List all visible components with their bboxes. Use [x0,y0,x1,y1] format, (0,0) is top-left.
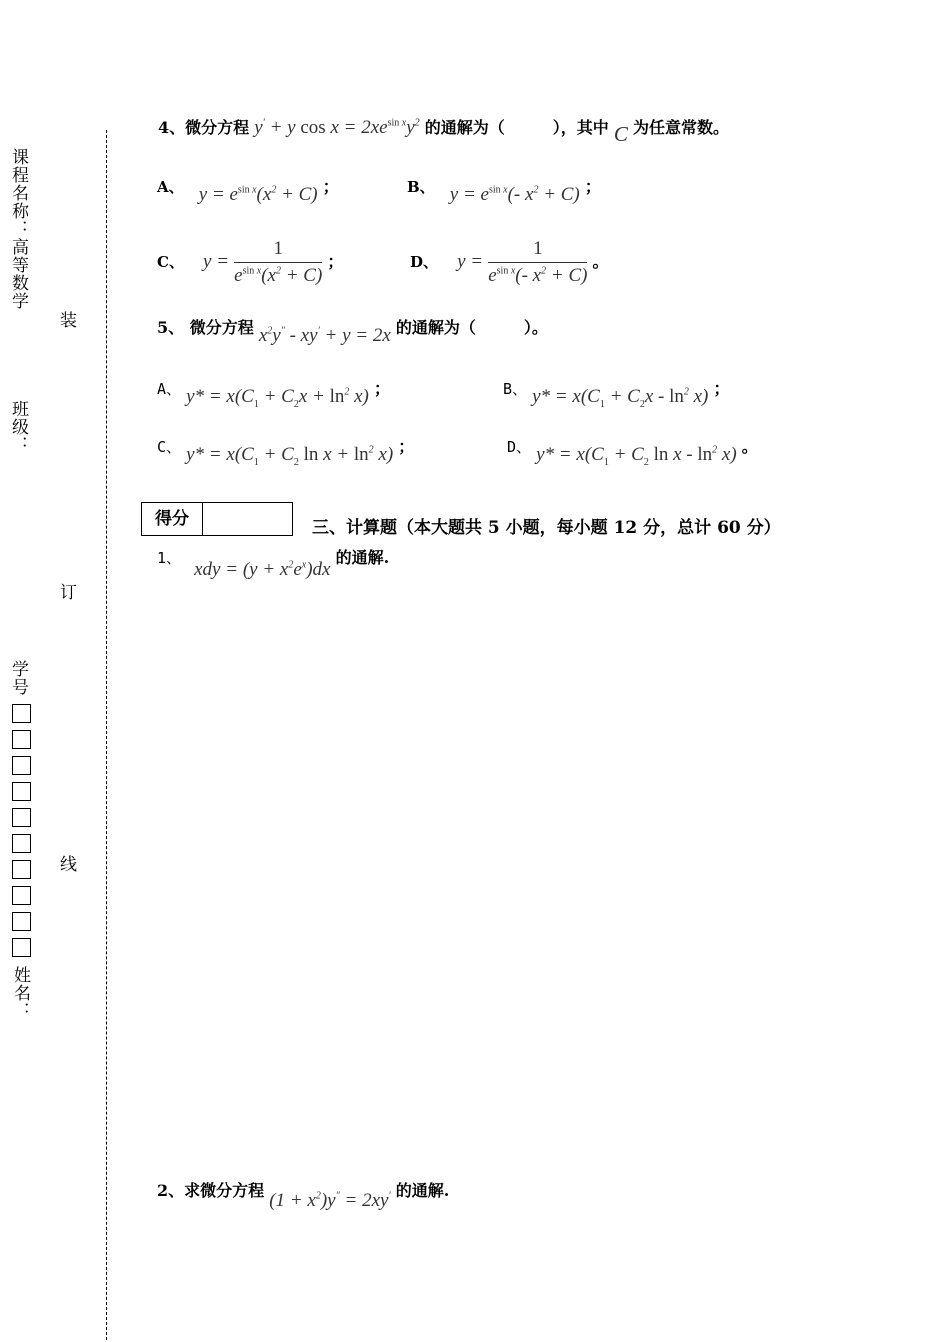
q4-option-b-end: ； [584,177,601,196]
binding-mark-zhuang: 装 [60,311,77,331]
q4-option-d-numerator: 1 [488,238,587,263]
question-5 [157,315,548,346]
student-id-box[interactable] [12,834,31,853]
q5-option-a-label: A、 [157,380,182,398]
q4-option-d-fraction [488,238,587,287]
binding-mark-ding: 订 [60,583,77,603]
section-3-title: 三、计算题（本大题共 5 小题，每小题 12 分，总计 60 分） [312,518,781,538]
q4-option-c [157,238,343,287]
q4-option-b-label: B、 [407,178,435,196]
student-id-box[interactable] [12,886,31,905]
q4-option-c-end: ； [327,252,344,271]
course-name-label: 课程名称： [8,148,28,238]
q4-option-a [157,174,339,205]
score-box [141,502,293,536]
q5-option-d-end: 。 [741,437,758,456]
course-name-value: 高等数学 [8,238,28,310]
calc-2-suffix: 的通解. [395,1181,450,1200]
q5-option-c-expr: $y* = x(C_1 + C_2$ $\ln x + \ln^2 x$) [186,444,394,468]
q4-option-c-numerator: 1 [234,238,322,263]
score-box-label: 得分 [142,503,203,535]
student-id-box[interactable] [12,938,31,957]
q4-option-c-lhs: y = [203,251,230,272]
student-id-boxes [12,704,31,964]
q4-option-a-end: ； [322,177,339,196]
student-id-box[interactable] [12,704,31,723]
q4-option-a-expr: $y = e^{sin x}(x^2 + C)$ [198,184,318,205]
q4-suffix: 为任意常数。 [632,118,729,137]
q5-option-a-expr: $y* = x(C_1 + C_2x + \ln^2 x)$ [186,386,369,410]
name-label: 姓名： [10,966,30,1020]
q4-option-c-denominator: $e^{sin x}(x^2 + C)$ [234,265,323,286]
student-id-box[interactable] [12,860,31,879]
calc-1-suffix: 的通解. [335,548,390,567]
q4-option-d [410,238,609,287]
student-id-label: 学号 [8,660,28,696]
calc-1-equation: xdy = $(y + x^2e^x)dx$ [194,559,331,580]
class-label: 班级： [8,400,28,454]
q5-option-c [157,434,415,468]
q5-option-a-end: ； [373,379,390,398]
q5-option-c-end: ； [398,437,415,456]
q4-option-b-expr: $y = e^{sin x}(-$ $x^2 + C$) [449,184,580,205]
binding-mark-xian: 线 [60,855,77,875]
q4-option-c-label: C、 [157,253,184,271]
question-4 [158,114,729,146]
q5-option-d [507,434,758,468]
q4-prefix: 4、微分方程 [158,118,250,137]
q5-option-c-label: C、 [157,438,182,456]
student-id-box[interactable] [12,730,31,749]
q4-option-d-end: 。 [592,252,609,271]
q5-option-b [503,376,730,410]
q4-equation: y′ + y $\cos x = 2xe^{sin x}y^2$ [254,117,420,138]
q4-option-b [407,174,601,205]
q4-option-d-lhs: y = [457,251,484,272]
q5-prefix: 5、 微分方程 [157,318,254,337]
q4-constant: C [613,122,628,146]
q4-mid: 的通解为（ ），其中 [424,118,609,137]
q5-option-b-label: B、 [503,380,528,398]
q5-option-a [157,376,390,410]
q5-equation: $x^2y'' - xy' + y = 2x$ [258,325,391,346]
q5-option-b-expr: $y* = x(C_1 + C_2x - \ln^2 x)$ [532,386,709,410]
q5-option-d-label: D、 [507,438,532,456]
student-id-box[interactable] [12,912,31,931]
q5-suffix: 的通解为（ ）。 [395,318,548,337]
calc-2-prefix: 2、求微分方程 [157,1181,265,1200]
calc-2-equation: $(1 + x^2)y'' = 2xy'$ [269,1190,391,1211]
student-id-box[interactable] [12,756,31,775]
student-id-box[interactable] [12,782,31,801]
q5-option-b-end: ； [713,379,730,398]
q4-option-a-label: A、 [157,178,184,196]
student-id-box[interactable] [12,808,31,827]
calc-question-2 [157,1178,450,1211]
score-box-value[interactable] [204,503,292,535]
q4-option-d-label: D、 [410,253,439,271]
calc-1-number: 1、 [157,549,182,567]
calc-question-1 [157,545,390,580]
q5-option-d-expr: $y* = x(C_1 + C_2$ ln x - $\ln^2 x$) [536,444,737,468]
q4-option-c-fraction [234,238,322,287]
binding-dashed-line [106,130,107,1340]
q4-option-d-denominator: $e^{sin x}(-$ $x^2 + C$) [488,265,588,286]
